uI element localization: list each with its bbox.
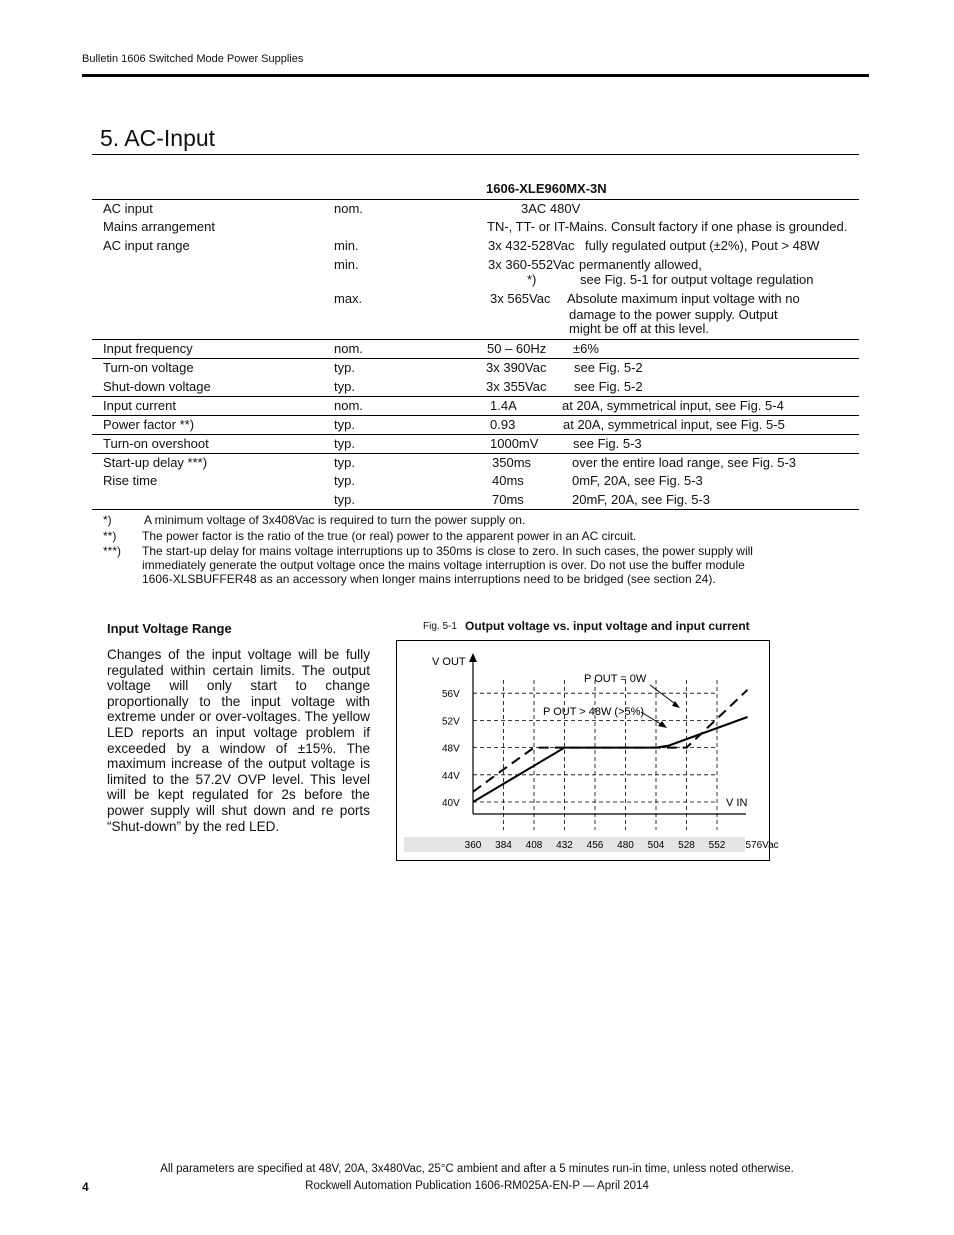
note-range-2b: see Fig. 5-1 for output voltage regulation xyxy=(580,272,814,287)
param-ac-input: AC input xyxy=(103,201,153,216)
x-axis-label-text: V IN xyxy=(726,797,748,809)
value-range-1: 3x 432-528Vac xyxy=(488,238,575,253)
cond-turnon: typ. xyxy=(334,360,355,375)
header-rule xyxy=(82,74,869,77)
section-title: 5. AC-Input xyxy=(100,125,216,151)
footnote-mark: *) xyxy=(103,513,112,527)
note-startup: over the entire load range, see Fig. 5-3 xyxy=(572,455,797,470)
footnote-text: The start-up delay for mains voltage interruptions up to 350ms is close to zero. In such cases, the power supply will xyxy=(142,544,753,558)
table-rule xyxy=(92,509,859,510)
value-rise-2: 70ms xyxy=(492,492,524,507)
value-range-2-mark: *) xyxy=(527,272,537,287)
value-range-2: 3x 360-552Vac xyxy=(488,257,575,272)
param-freq: Input frequency xyxy=(103,341,193,356)
y-axis-label-text: V OUT xyxy=(432,656,466,668)
x-tick-label: 432 xyxy=(556,840,573,851)
value-startup: 350ms xyxy=(492,455,532,470)
input-range-title: Input Voltage Range xyxy=(107,621,232,636)
table-rule xyxy=(92,358,859,359)
table-rule xyxy=(92,415,859,416)
cond-rise-1: typ. xyxy=(334,473,355,488)
table-rule xyxy=(92,339,859,340)
value-ac-input: 3AC 480V xyxy=(521,201,581,216)
cond-freq: nom. xyxy=(334,341,363,356)
cond-shutdown: typ. xyxy=(334,379,355,394)
footnote-mark: **) xyxy=(103,529,117,543)
x-tick-label: 552 xyxy=(708,840,726,851)
cond-startup: typ. xyxy=(334,455,355,470)
y-tick-label: 52V xyxy=(442,716,460,728)
x-tick-label: 504 xyxy=(647,840,665,851)
table-rule xyxy=(92,199,859,200)
cond-range-3: max. xyxy=(334,291,363,306)
footnote-text: immediately generate the output voltage once the mains voltage interruption is over. Do not use the buffer module xyxy=(142,558,745,572)
footnote-text: The power factor is the ratio of the true (or real) power to the apparent power in an AC circuit. xyxy=(142,529,637,543)
x-tick-label: 360 xyxy=(464,840,482,851)
footnote-mark: ***) xyxy=(103,544,122,558)
y-tick-label: 44V xyxy=(442,770,460,782)
x-tick-label: 456 xyxy=(586,840,604,851)
y-tick-label: 56V xyxy=(442,689,460,701)
value-rise-1: 40ms xyxy=(492,473,524,488)
note-shutdown: see Fig. 5-2 xyxy=(574,379,643,394)
x-tick-label: 384 xyxy=(495,840,512,851)
note-rise-2: 20mF, 20A, see Fig. 5-3 xyxy=(572,492,711,507)
note-freq: ±6% xyxy=(573,341,599,356)
x-tick-label: 408 xyxy=(525,840,543,851)
note-range-3b: damage to the power supply. Output xyxy=(569,307,778,322)
param-range: AC input range xyxy=(103,238,190,253)
value-mains: TN-, TT- or IT-Mains. Consult factory if one phase is grounded. xyxy=(487,219,848,234)
x-tick-label: 480 xyxy=(617,840,634,851)
param-pf: Power factor **) xyxy=(103,417,195,432)
annotation-pout-48w: P OUT > 48W (>5%) xyxy=(543,706,645,718)
cond-ac-input: nom. xyxy=(334,201,363,216)
x-tick-label: 576Vac xyxy=(745,840,779,851)
note-overshoot: see Fig. 5-3 xyxy=(573,436,642,451)
voltage-chart xyxy=(396,640,779,861)
value-pf: 0.93 xyxy=(490,417,516,432)
annotation-pout-0w: P OUT = 0W xyxy=(584,673,647,685)
param-shutdown: Shut-down voltage xyxy=(103,379,211,394)
footer-publication: Rockwell Automation Publication 1606-RM025A-EN-P — April 2014 xyxy=(305,1180,649,1192)
y-tick-label: 40V xyxy=(442,798,460,809)
note-current: at 20A, symmetrical input, see Fig. 5-4 xyxy=(562,398,784,413)
cond-pf: typ. xyxy=(334,417,355,432)
x-tick-label: 528 xyxy=(678,840,695,851)
footnote-text: A minimum voltage of 3x408Vac is required to turn the power supply on. xyxy=(144,513,526,527)
value-turnon: 3x 390Vac xyxy=(486,360,547,375)
table-rule xyxy=(92,396,859,397)
param-current: Input current xyxy=(103,398,176,413)
value-freq: 50 – 60Hz xyxy=(487,341,547,356)
note-turnon: see Fig. 5-2 xyxy=(574,360,643,375)
y-axis-label xyxy=(432,656,466,668)
title-rule xyxy=(92,154,859,155)
value-current: 1.4A xyxy=(490,398,517,413)
note-rise-1: 0mF, 20A, see Fig. 5-3 xyxy=(572,473,703,488)
model-heading: 1606-XLE960MX-3N xyxy=(486,181,607,196)
value-range-3: 3x 565Vac xyxy=(490,291,551,306)
figure-caption: Output voltage vs. input voltage and input current xyxy=(465,619,750,633)
param-overshoot: Turn-on overshoot xyxy=(103,436,209,451)
note-pf: at 20A, symmetrical input, see Fig. 5-5 xyxy=(563,417,785,432)
note-range-3: Absolute maximum input voltage with no xyxy=(567,291,800,306)
x-axis-label xyxy=(726,797,747,809)
param-turnon: Turn-on voltage xyxy=(103,360,194,375)
param-mains: Mains arrangement xyxy=(103,219,215,234)
param-startup: Start-up delay ***) xyxy=(103,455,208,470)
table-rule xyxy=(92,453,859,454)
cond-range-1: min. xyxy=(334,238,359,253)
y-tick-label: 48V xyxy=(442,743,460,755)
value-shutdown: 3x 355Vac xyxy=(486,379,547,394)
page-header: Bulletin 1606 Switched Mode Power Supplies xyxy=(82,53,304,65)
table-rule xyxy=(92,434,859,435)
cond-overshoot: typ. xyxy=(334,436,355,451)
figure-number: Fig. 5-1 xyxy=(423,621,457,632)
cond-range-2: min. xyxy=(334,257,359,272)
note-range-3c: might be off at this level. xyxy=(569,321,709,336)
note-range-2: permanently allowed, xyxy=(579,257,702,272)
cond-rise-2: typ. xyxy=(334,492,355,507)
note-range-1: fully regulated output (±2%), Pout > 48W xyxy=(585,238,820,253)
param-rise: Rise time xyxy=(103,473,158,488)
footnote-text: 1606-XLSBUFFER48 as an accessory when longer mains interruptions need to be bridged (see section 24). xyxy=(142,572,716,586)
cond-current: nom. xyxy=(334,398,363,413)
input-range-text: Changes of the input voltage will be fully regulated within certain limits. The output voltage will only start to change proportionally to the input voltage with extreme under or over-voltages. The yellow LED reports an input voltage problem if exceeded by a window of ±15%. The maximum increase of the output voltage is limited to the 57.2V OVP level. This level will be kept regulated for 2s before the power supply will shut down and re ports “Shut-down” by the red LED. xyxy=(107,647,370,834)
page-number: 4 xyxy=(82,1180,89,1194)
footer-note: All parameters are specified at 48V, 20A, 3x480Vac, 25°C ambient and after a 5 minutes run-in time, unless noted otherwise. xyxy=(160,1163,794,1175)
value-overshoot: 1000mV xyxy=(490,436,539,451)
